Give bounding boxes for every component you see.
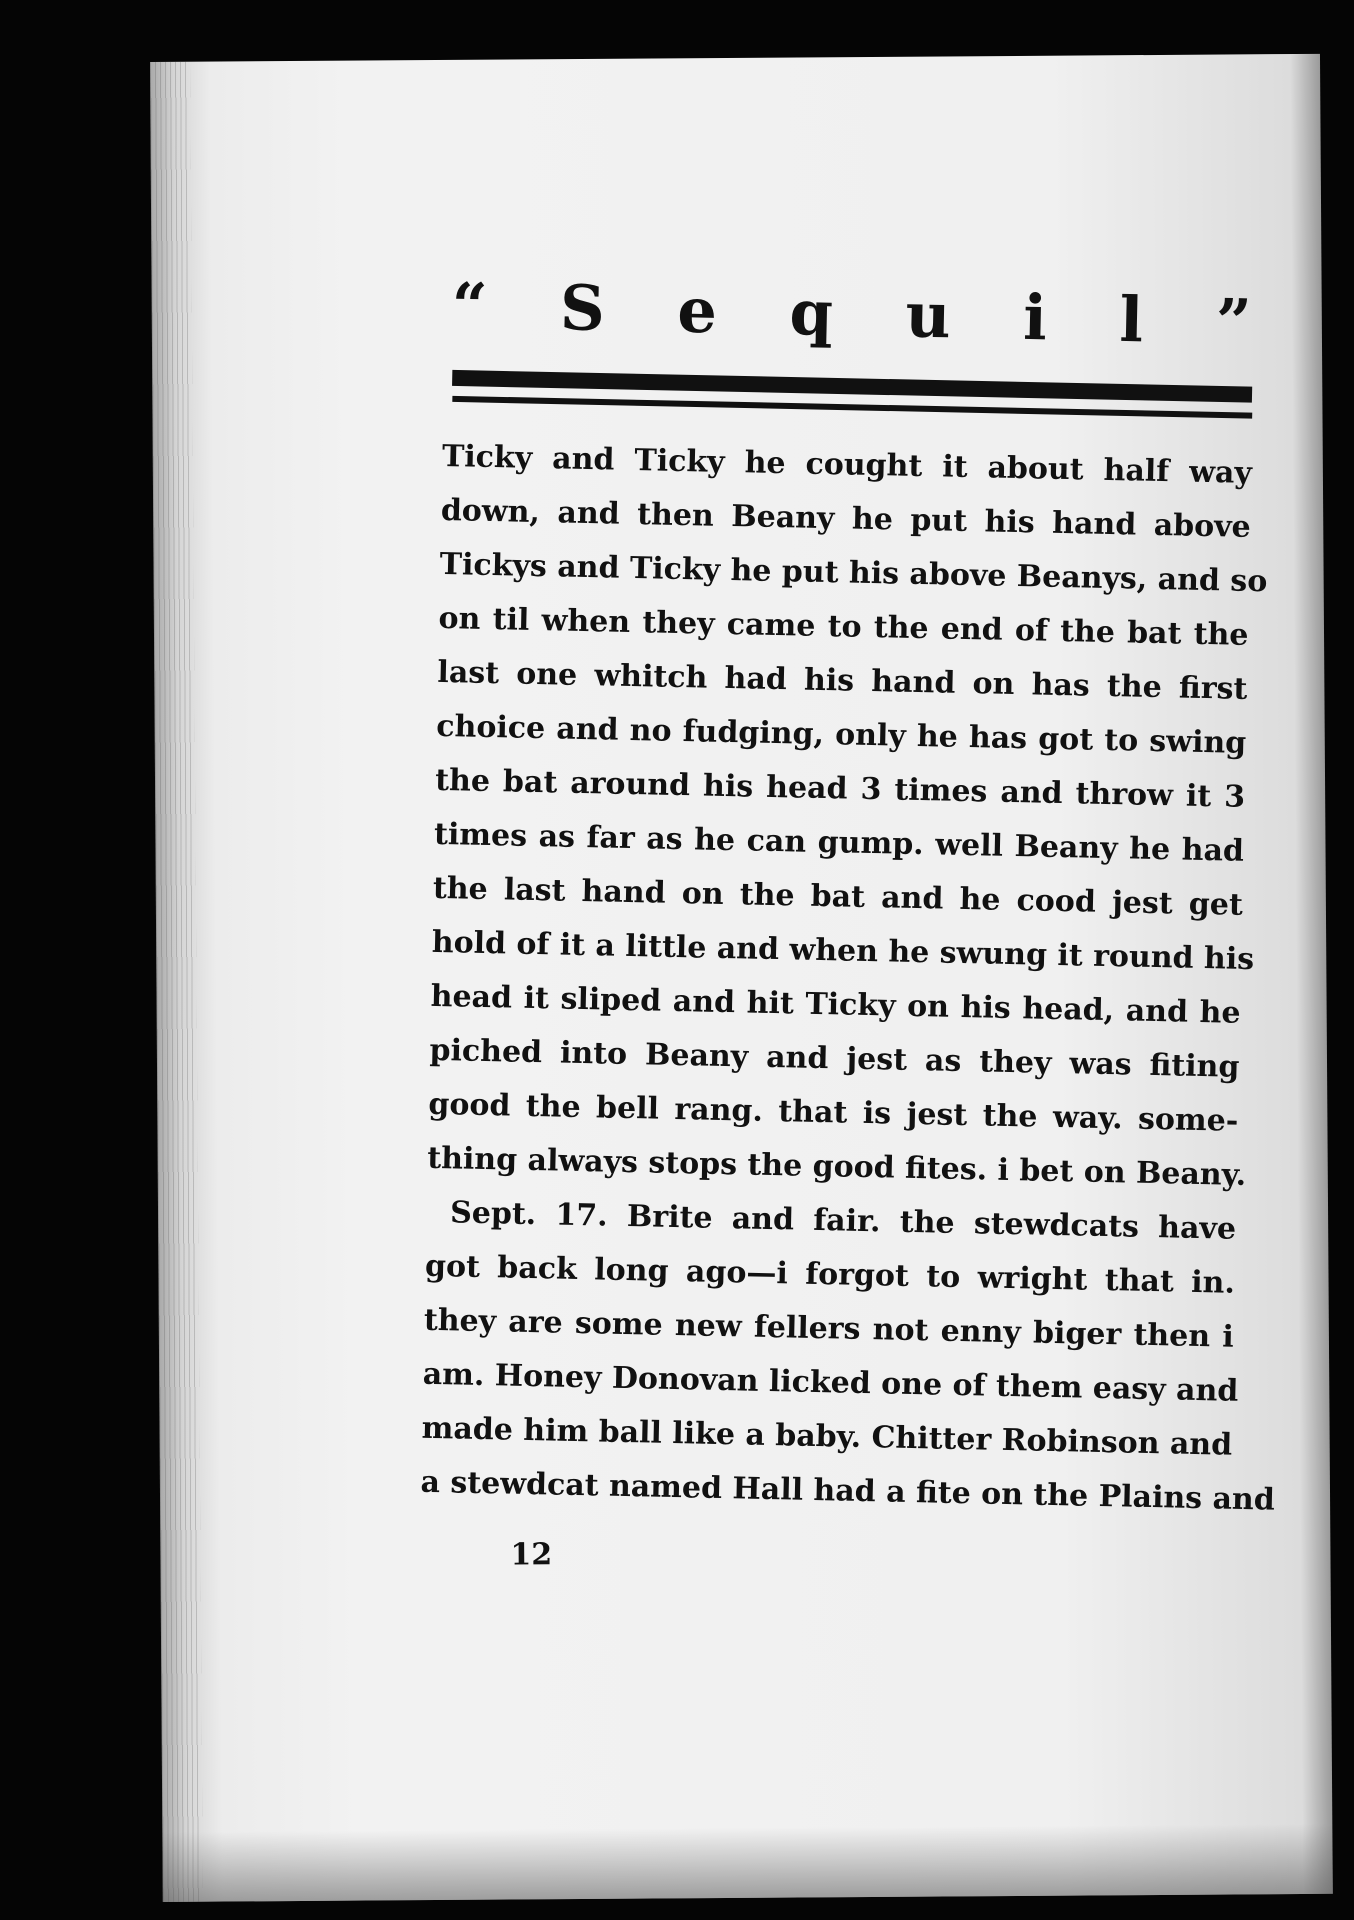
text-line: Tickys and Ticky he put his above Beanys, and so xyxy=(439,546,1268,600)
text-line: on til when they came to the end of the bat the xyxy=(438,600,1249,653)
text-line: the last hand on the bat and he cood jest get xyxy=(432,870,1244,923)
text-line: good the bell rang. that is jest the way. some- xyxy=(428,1086,1239,1139)
running-head-letter: S xyxy=(559,270,606,345)
running-head-letter: l xyxy=(1118,282,1144,356)
text-line: thing always stops the good fites. i bet on Beany. xyxy=(426,1140,1247,1193)
text-line: down, and then Beany he put his hand above xyxy=(440,492,1252,545)
running-head-letter: i xyxy=(1022,280,1048,354)
text-line: a stewdcat named Hall had a fite on the Plains and xyxy=(420,1464,1276,1518)
text-line: made him ball like a baby. Chitter Robinson and xyxy=(421,1410,1233,1463)
text-line: hold of it a little and when he swung it round his xyxy=(431,924,1255,978)
running-head-letter: e xyxy=(676,273,718,347)
running-head-letter: u xyxy=(904,277,952,352)
text-line: they are some new fellers not enny biger then i xyxy=(423,1302,1235,1355)
text-line: choice and no fudging, only he has got to swing xyxy=(436,708,1247,761)
body-text xyxy=(420,430,1276,1527)
text-line: Sept. 17. Brite and fair. the stewdcats have xyxy=(449,1195,1237,1247)
text-line: am. Honey Donovan licked one of them easy and xyxy=(422,1356,1239,1409)
text-line: head it sliped and hit Ticky on his head, and he xyxy=(430,978,1241,1031)
page-number: 12 xyxy=(510,1537,553,1573)
text-line: got back long ago—i forgot to wright that in. xyxy=(424,1248,1236,1301)
text-line: the bat around his head 3 times and throw it 3 xyxy=(434,762,1246,815)
running-head xyxy=(451,260,1253,367)
book-page xyxy=(150,54,1333,1902)
text-line: piched into Beany and jest as they was fiting xyxy=(429,1032,1240,1085)
text-line: last one whitch had his hand on has the first xyxy=(437,654,1248,707)
page-binding-edge xyxy=(150,62,203,1902)
text-line: times as far as he can gump. well Beany he had xyxy=(433,816,1245,869)
running-head-letter: q xyxy=(788,275,834,350)
page-bottom-shadow xyxy=(162,1824,1332,1902)
running-head-close-quote: ” xyxy=(1215,284,1253,359)
running-head-open-quote: “ xyxy=(450,268,489,343)
text-line: Ticky and Ticky he cought it about half way xyxy=(441,438,1253,491)
